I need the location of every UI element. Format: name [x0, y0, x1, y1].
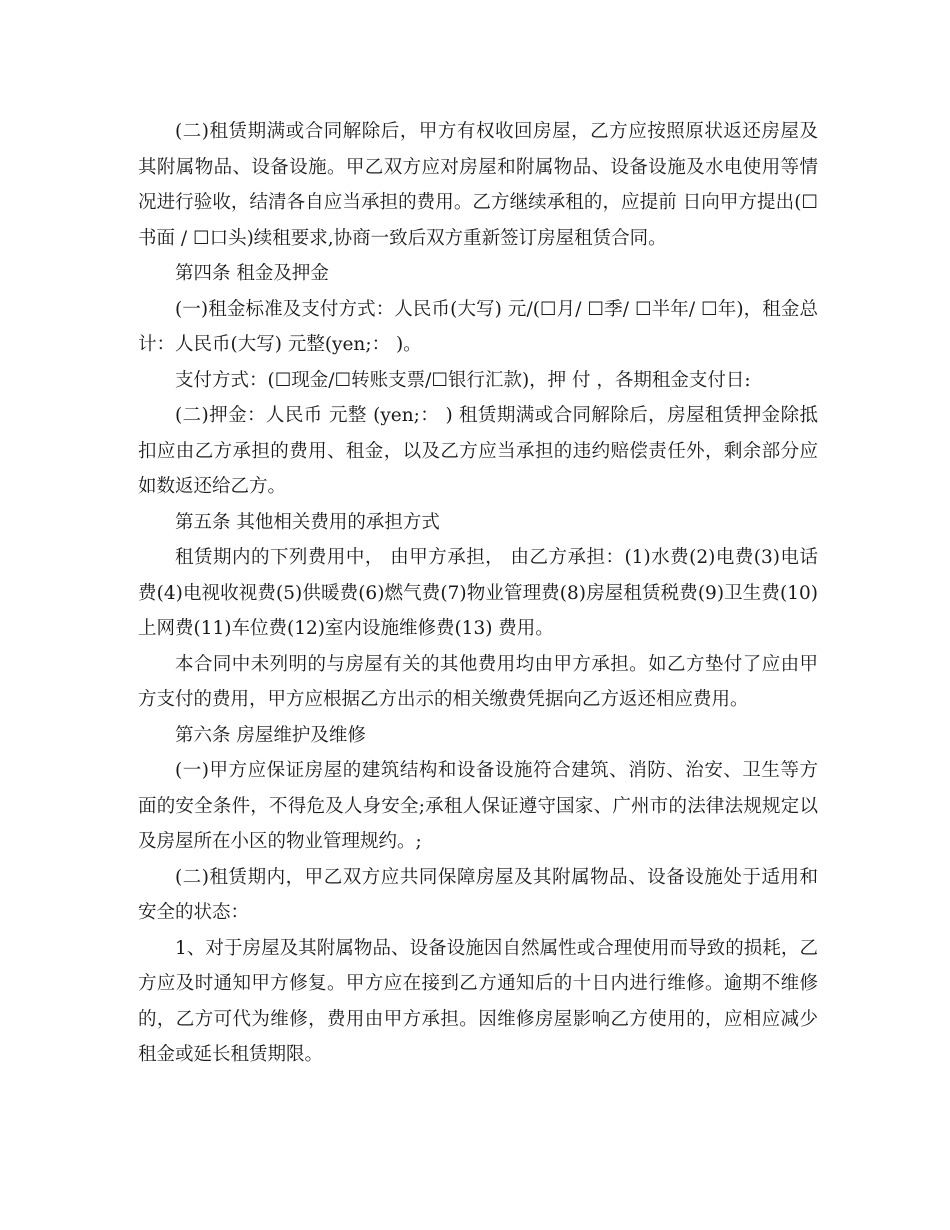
paragraph-safety-guarantee: (一)甲方应保证房屋的建筑结构和设备设施符合建筑、消防、治安、卫生等方面的安全条件，不得危及人身安全;承租人保证遵守国家、广州市的法律法规规定以及房屋所在小区的物业管理规约。; [138, 760, 818, 852]
paragraph-deposit: (二)押金：人民币 元整 (yen;： ) 租赁期满或合同解除后，房屋租赁押金除抵扣应由乙方承担的费用、租金，以及乙方应当承担的违约赔偿责任外，剩余部分应如数返还给乙方。 [138, 405, 818, 497]
article-5-heading: 第五条 其他相关费用的承担方式 [175, 511, 440, 533]
article-4-heading: 第四条 租金及押金 [175, 263, 329, 284]
paragraph-other-fees: 本合同中未列明的与房屋有关的其他费用均由甲方承担。如乙方垫付了应由甲方支付的费用，甲方应根据乙方出示的相关缴费凭据向乙方返还相应费用。 [138, 653, 818, 710]
document-body [138, 114, 818, 1073]
paragraph-rent-standard: (一)租金标准及支付方式：人民币(大写) 元/(☐月/ ☐季/ ☐半年/ ☐年)，租金总计：人民币(大写) 元整(yen;： )。 [138, 298, 818, 355]
article-6-heading: 第六条 房屋维护及维修 [175, 724, 366, 746]
paragraph-fee-list: 租赁期内的下列费用中， 由甲方承担， 由乙方承担：(1)水费(2)电费(3)电话费(4)电视收视费(5)供暖费(6)燃气费(7)物业管理费(8)房屋租赁税费(9)卫生费(10)上网费(11)车位费(12)室内设施维修费(13) 费用。 [138, 547, 818, 639]
paragraph-renewal-terms: (二)租赁期满或合同解除后，甲方有权收回房屋，乙方应按照原状返还房屋及其附属物品、设备设施。甲乙双方应对房屋和附属物品、设备设施及水电使用等情况进行验收，结清各自应当承担的费用。乙方继续承租的，应提前 日向甲方提出(☐书面 / ☐口头)续租要求,协商一致后双方重新签订房屋租赁合同。 [138, 121, 818, 249]
paragraph-joint-maintenance: (二)租赁期内，甲乙双方应共同保障房屋及其附属物品、设备设施处于适用和安全的状态： [138, 866, 818, 923]
paragraph-payment-method: 支付方式：(☐现金/☐转账支票/☐银行汇款)，押 付 ，各期租金支付日: [175, 369, 751, 391]
paragraph-repair-obligation: 1、对于房屋及其附属物品、设备设施因自然属性或合理使用而导致的损耗，乙方应及时通知甲方修复。甲方应在接到乙方通知后的十日内进行维修。逾期不维修的，乙方可代为维修，费用由甲方承担。因维修房屋影响乙方使用的，应相应减少租金或延长租赁期限。 [138, 937, 818, 1065]
